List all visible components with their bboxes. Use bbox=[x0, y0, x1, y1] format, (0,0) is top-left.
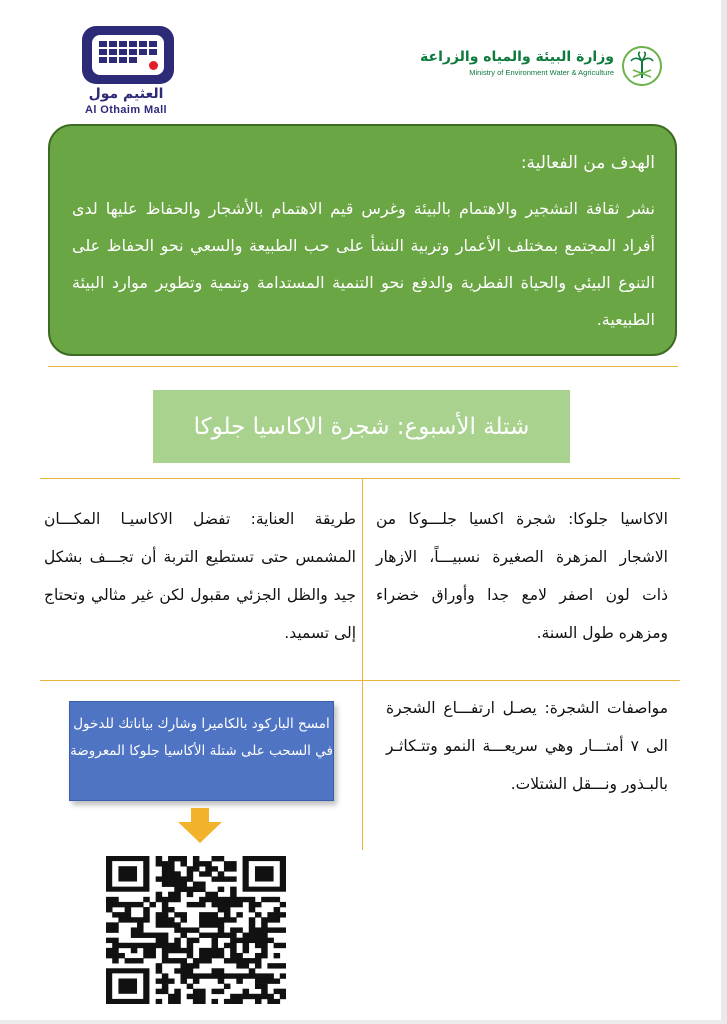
scan-barcode-text: امسح الباركود بالكاميرا وشارك بياناتك للدخول في السحب على شتلة الأكاسيا جلوكا المعروضة bbox=[70, 716, 333, 759]
plant-of-week-banner bbox=[153, 390, 570, 463]
qr-code[interactable] bbox=[106, 856, 286, 1004]
mall-name-english: Al Othaim Mall bbox=[85, 104, 167, 116]
divider-vertical bbox=[362, 478, 363, 850]
plant-of-week-title: شتلة الأسبوع: شجرة الاكاسيا جلوكا bbox=[193, 413, 530, 440]
mall-logo-mark bbox=[82, 26, 174, 84]
ministry-name-english: Ministry of Environment Water & Agriculture bbox=[469, 68, 614, 77]
event-goal-box bbox=[48, 124, 677, 356]
arrow-down-icon bbox=[176, 808, 224, 844]
palm-tree-emblem-icon bbox=[622, 46, 662, 86]
divider-middle bbox=[40, 680, 680, 681]
tree-specifications: مواصفات الشجرة: يصـل ارتفـــاع الشجرة الى ٧ أمتـــار وهي سريعـــة النمو وتتـكاثـر بالبـذور ونـــقل الشتلات. bbox=[386, 699, 668, 793]
goal-title: الهدف من الفعالية: bbox=[520, 153, 655, 173]
ministry-name-arabic: وزارة البيئة والمياه والزراعة bbox=[420, 49, 614, 65]
al-othaim-mall-logo bbox=[66, 26, 186, 114]
acacia-description: الاكاسيا جلوكا: شجرة اكسيا جلـــوكا من الاشجار المزهرة الصغيرة نسبيـــاً، الازهار ذات لون اصفر لامع جدا وأوراق خضراء ومزهره طول السنة. bbox=[376, 510, 668, 642]
goal-body: نشر ثقافة التشجير والاهتمام بالبيئة وغرس قيم الاهتمام بالأشجار والحفاظ عليها لدى أفراد المجتمع بمختلف الأعمار وتربية النشأ على حب الطبيعة والسعي نحو الحفاظ على التنوع البيئي والحياة الفطرية والدفع نحو التنمية المستدامة وتنمية وتطوير موارد البيئة الطبيعية. bbox=[72, 199, 655, 329]
care-method: طريقة العناية: تفضل الاكاسيـا المكـــان المشمس حتى تستطيع التربة أن تجـــف بشكل جيد والظل الجزئي مقبول لكن غير مثالي وتحتاج إلى تسميد. bbox=[44, 510, 356, 642]
ministry-logo bbox=[420, 44, 662, 94]
mall-name-arabic: العثيم مول bbox=[88, 86, 164, 102]
divider-upper bbox=[40, 478, 680, 479]
scan-barcode-callout bbox=[69, 701, 334, 801]
divider-top bbox=[48, 366, 678, 367]
